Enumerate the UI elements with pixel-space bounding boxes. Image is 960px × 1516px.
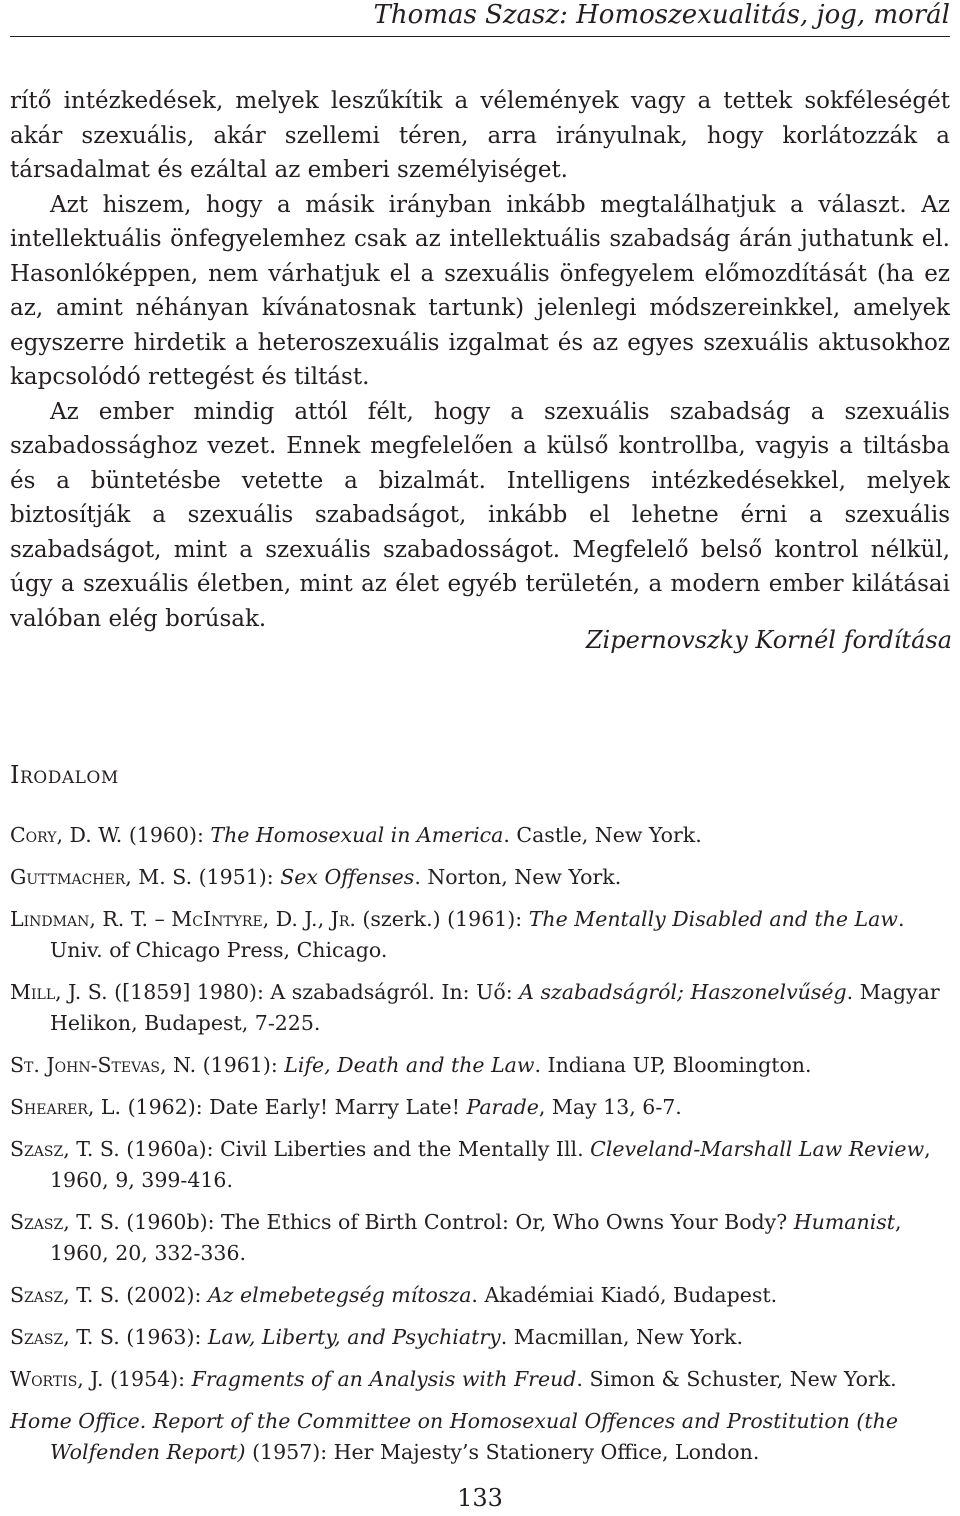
header-rule	[10, 36, 950, 37]
reference-author: Shearer, L.	[10, 1095, 122, 1119]
reference-item: Guttmacher, M. S. (1951): Sex Offenses. Norton, New York.	[10, 865, 622, 889]
reference-item: Lindman, R. T. – McIntyre, D. J., Jr. (szerk.) (1961): The Mentally Disabled and the Law. Univ. of Chicago Press, Chicago.	[10, 907, 905, 962]
reference-author: Guttmacher, M. S.	[10, 865, 193, 889]
reference-item: Wortis, J. (1954): Fragments of an Analysis with Freud. Simon & Schuster, New York.	[10, 1367, 897, 1391]
reference-author: Mill, J. S.	[10, 980, 108, 1004]
reference-author: Wortis, J.	[10, 1367, 104, 1391]
reference-item: Szasz, T. S. (1960a): Civil Liberties and the Mentally Ill. Cleveland-Marshall Law Review, 1960, 9, 399-416.	[10, 1137, 931, 1192]
reference-item: Szasz, T. S. (2002): Az elmebetegség mítosza. Akadémiai Kiadó, Budapest.	[10, 1283, 778, 1307]
reference-title: Az elmebetegség mítosza	[207, 1283, 472, 1307]
paragraph: Az ember mindig attól félt, hogy a szexuális szabadság a szexuális szabadossághoz vezet. Ennek megfelelően a külső kontrollba, vagyis a tiltásba és a büntetésbe vetette a bizalmát. Intelligens intézkedésekkel, melyek biztosítják a szexuális szabadságot, inkább el lehetne érni a szexuális szabadságot, mint a szexuális szabadosságot. Megfelelő belső kontrol nélkül, úgy a szexuális életben, mint az élet egyéb területén, a modern ember kilátásai valóban elég borúsak.	[10, 398, 950, 632]
reference-list	[10, 820, 952, 1479]
reference-title: Parade	[466, 1095, 539, 1119]
section-title: Irodalom	[10, 761, 119, 789]
reference-item: Szasz, T. S. (1960b): The Ethics of Birth Control: Or, Who Owns Your Body? Humanist, 1960, 20, 332-336.	[10, 1210, 902, 1265]
reference-author: Szasz, T. S.	[10, 1325, 120, 1349]
reference-author: Szasz, T. S.	[10, 1137, 120, 1161]
reference-item: Home Office. Report of the Committee on Homosexual Offences and Prostitution (the Wolfenden Report) (1957): Her Majesty’s Stationery Office, London.	[10, 1409, 898, 1464]
reference-title: Law, Liberty, and Psychiatry	[207, 1325, 501, 1349]
reference-author: Szasz, T. S.	[10, 1210, 120, 1234]
reference-title: Humanist	[793, 1210, 896, 1234]
running-title: Thomas Szasz: Homoszexualitás, jog, morál	[373, 0, 950, 30]
reference-title: Cleveland-Marshall Law Review	[590, 1137, 925, 1161]
reference-author: Szasz, T. S.	[10, 1283, 120, 1307]
reference-item: Cory, D. W. (1960): The Homosexual in America. Castle, New York.	[10, 823, 702, 847]
page-number: 133	[457, 1484, 503, 1512]
reference-item: Szasz, T. S. (1963): Law, Liberty, and Psychiatry. Macmillan, New York.	[10, 1325, 743, 1349]
body-text	[10, 84, 950, 636]
reference-title: The Mentally Disabled and the Law	[528, 907, 898, 931]
reference-title: Home Office. Report of the Committee on Homosexual Offences and Prostitution (the Wolfenden Report)	[10, 1409, 898, 1464]
reference-author: Lindman, R. T. – McIntyre, D. J., Jr.	[10, 907, 356, 931]
translator-credit: Zipernovszky Kornél fordítása	[585, 626, 952, 654]
reference-title: Life, Death and the Law	[284, 1053, 535, 1077]
reference-title: The Homosexual in America	[210, 823, 504, 847]
reference-author: St. John-Stevas, N.	[10, 1053, 197, 1077]
reference-item: Shearer, L. (1962): Date Early! Marry Late! Parade, May 13, 6-7.	[10, 1095, 682, 1119]
running-header	[0, 0, 960, 36]
paragraph: Azt hiszem, hogy a másik irányban inkább megtalálhatjuk a választ. Az intellektuális önfegyelemhez csak az intellektuális szabadság árán juthatunk el. Hasonlóképpen, nem várhatjuk el a szexuális önfegyelem előmozdítását (ha ez az, amint néhányan kívánatosnak tartunk) jelenlegi módszereinkkel, amelyek egyszerre hirdetik a heteroszexuális izgalmat és az egyes szexuális aktusokhoz kapcsolódó rettegést és tiltást.	[10, 191, 950, 390]
reference-author: Cory, D. W.	[10, 823, 123, 847]
reference-title: Sex Offenses	[280, 865, 415, 889]
reference-item: Mill, J. S. ([1859] 1980): A szabadságról. In: Uő: A szabadságról; Haszonelvűség. Magyar Helikon, Budapest, 7-225.	[10, 980, 940, 1035]
reference-item: St. John-Stevas, N. (1961): Life, Death and the Law. Indiana UP, Bloomington.	[10, 1053, 812, 1077]
reference-title: A szabadságról; Haszonelvűség	[519, 980, 847, 1004]
paragraph: rítő intézkedések, melyek leszűkítik a vélemények vagy a tettek sokféleségét akár szexuális, akár szellemi téren, arra irányulnak, hogy korlátozzák a társadalmat és ezáltal az emberi személyiséget.	[10, 88, 950, 183]
reference-title: Fragments of an Analysis with Freud	[191, 1367, 577, 1391]
